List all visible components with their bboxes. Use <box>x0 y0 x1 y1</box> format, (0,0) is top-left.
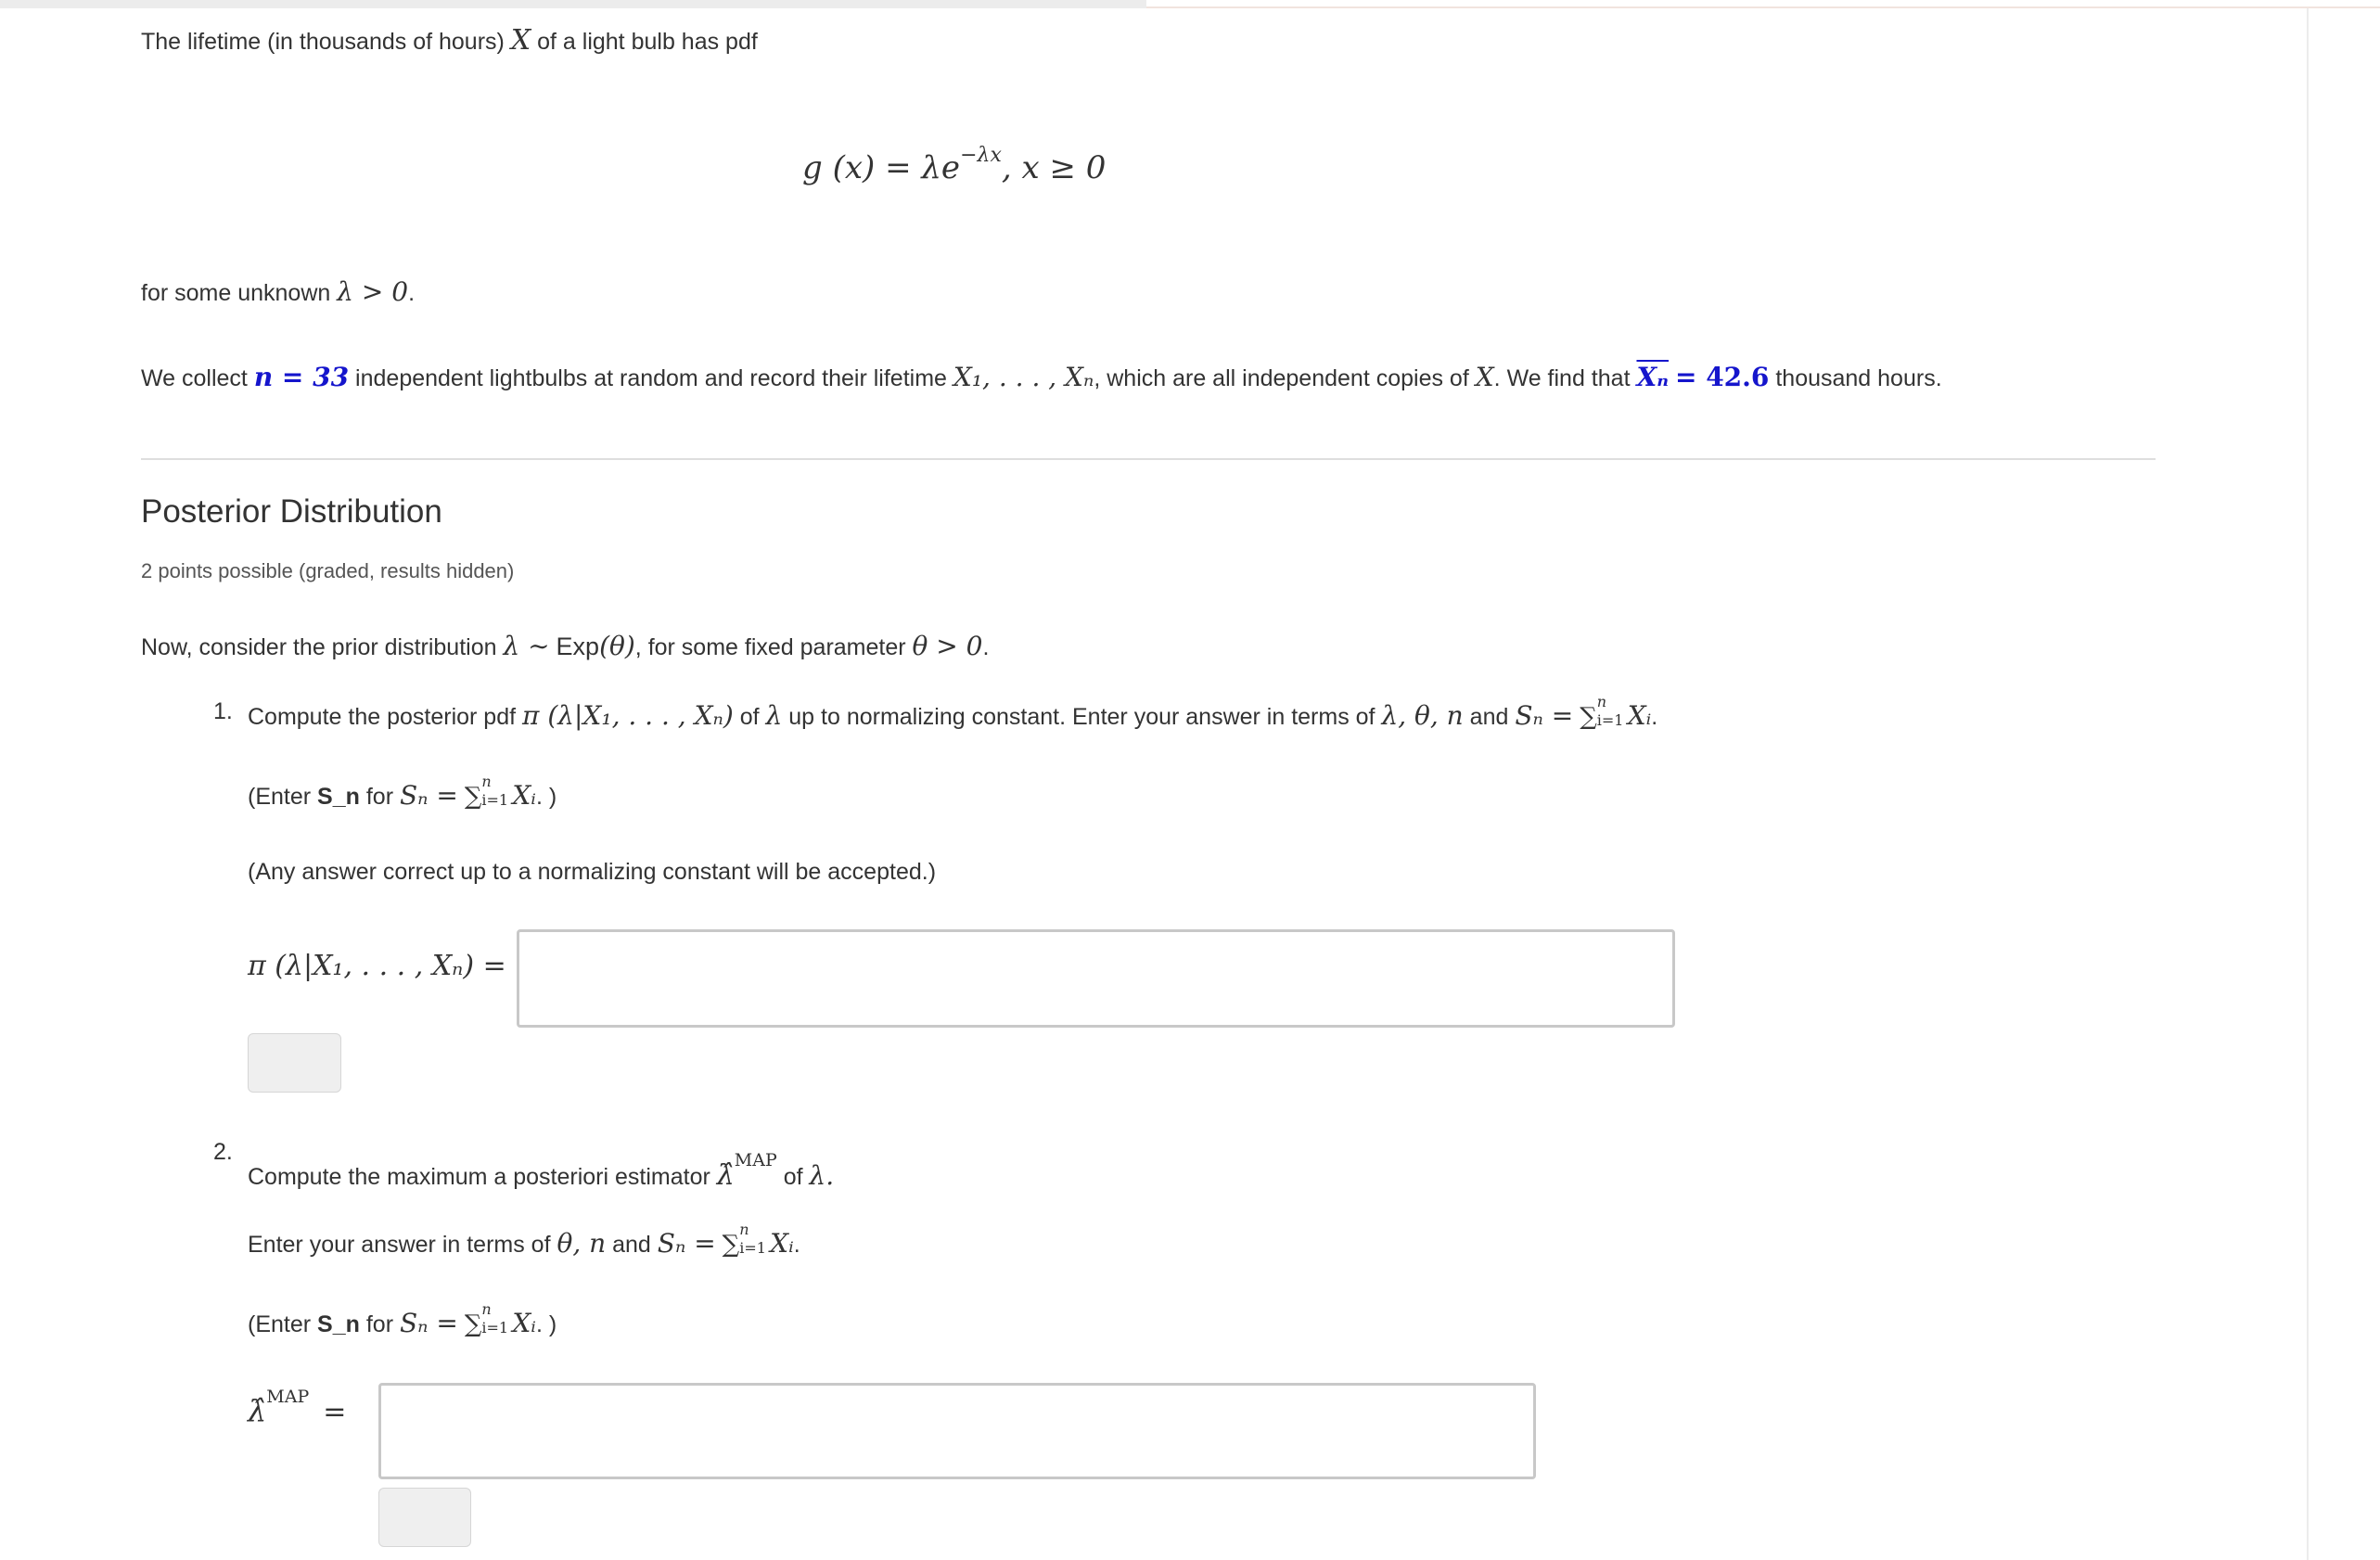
q1-text-e: . <box>1651 704 1658 730</box>
sample-mean: $\overline{X_n}$ <box>1636 362 1670 392</box>
q1-vars: λ, θ, n <box>1381 700 1464 731</box>
q1-text-d: and <box>1469 704 1509 730</box>
intro-line-3 <box>141 362 1942 392</box>
q1-xi: Xᵢ <box>1627 700 1652 731</box>
right-gutter-line <box>2307 8 2309 1560</box>
sample-size: n = 33 <box>253 362 350 392</box>
pdf-formula-exponent: −λx <box>960 144 1002 167</box>
pdf-formula-rhs: , x ≥ 0 <box>1001 149 1107 186</box>
q2-hint-sum-top: n <box>481 1300 492 1318</box>
q2-input-label <box>248 1387 346 1428</box>
var-x-2: X <box>1475 362 1494 392</box>
intro-line-2-prefix: for some unknown <box>141 280 331 306</box>
pdf-formula-lhs: g (x) = λe <box>802 149 961 186</box>
q2-sum-symbol: ∑ <box>722 1231 740 1259</box>
prior-statement <box>141 631 989 661</box>
intro-line-2 <box>141 276 415 307</box>
q2-hint <box>248 1300 557 1338</box>
question-2-number: 2. <box>213 1139 233 1165</box>
intro-line-2-suffix: . <box>408 280 416 306</box>
theta-positive: θ > 0 <box>912 631 983 661</box>
q2-hint-close: . ) <box>535 1311 557 1337</box>
prior-prefix: Now, consider the prior distribution <box>141 634 497 660</box>
q2-lambda-hat: λ̂ <box>716 1159 735 1192</box>
intro-line-3-d: . We find that <box>1493 365 1631 391</box>
sample-sequence: X₁, . . . , Xₙ <box>953 362 1094 392</box>
intro-line-3-e: thousand hours. <box>1775 365 1942 391</box>
section-title: Posterior Distribution <box>141 493 442 530</box>
q2-label-lambda-hat: λ̂ <box>248 1393 267 1428</box>
q2-map-superscript: MAP <box>734 1150 777 1170</box>
intro-line-1 <box>141 24 758 57</box>
q2-instruction <box>248 1221 800 1259</box>
q2-label-equals: = <box>323 1396 347 1428</box>
q1-hint-xi: Xᵢ <box>512 780 536 811</box>
q2-lambda: λ. <box>809 1160 835 1191</box>
q1-hint-sn: Sₙ = <box>400 780 458 811</box>
q1-text-b: of <box>739 704 760 730</box>
top-divider <box>1146 6 2380 8</box>
q2-answer-input[interactable] <box>378 1383 1536 1479</box>
q1-hint-sum-top: n <box>481 773 492 790</box>
q1-text-a: Compute the posterior pdf <box>248 704 517 730</box>
q2-sum-bottom: i=1 <box>739 1239 766 1257</box>
q2-text-a: Compute the maximum a posteriori estimator <box>248 1164 710 1190</box>
q1-hint <box>248 773 557 811</box>
q1-sum-bottom: i=1 <box>1596 711 1624 729</box>
q1-sum-limits <box>1596 693 1624 729</box>
q2-line2-a: Enter your answer in terms of <box>248 1232 551 1258</box>
q2-sn: Sₙ = <box>657 1228 716 1259</box>
q1-note: (Any answer correct up to a normalizing constant will be accepted.) <box>248 859 937 885</box>
points-possible: 2 points possible (graded, results hidden) <box>141 559 515 582</box>
q2-hint-xi: Xᵢ <box>512 1308 536 1338</box>
q1-hint-sum-limits <box>481 773 509 809</box>
q1-answer-input[interactable] <box>517 929 1675 1028</box>
intro-line-3-a: We collect <box>141 365 248 391</box>
q2-sum-limits <box>739 1221 766 1257</box>
q2-xi: Xᵢ <box>770 1228 794 1259</box>
prior-math-lambda: λ ∼ <box>503 631 550 661</box>
prior-exp-label: Exp <box>556 633 600 660</box>
q1-hint-open: (Enter <box>248 784 312 810</box>
sample-mean-value: = 42.6 <box>1674 362 1770 392</box>
pdf-formula <box>802 144 1106 186</box>
q1-hint-sum-bottom: i=1 <box>481 791 509 809</box>
intro-line-3-b: independent lightbulbs at random and record their lifetime <box>355 365 947 391</box>
q2-text-b: of <box>783 1164 803 1190</box>
q2-vars: θ, n <box>557 1228 607 1259</box>
q1-sum-symbol: ∑ <box>1580 703 1597 731</box>
q1-submit-button[interactable] <box>248 1033 341 1093</box>
prior-suffix: . <box>982 634 990 660</box>
q1-hint-bold: S_n <box>317 784 360 810</box>
q1-hint-sum: ∑ <box>464 783 482 811</box>
q2-hint-bold: S_n <box>317 1311 360 1337</box>
question-1-number: 1. <box>213 698 233 724</box>
section-divider <box>141 458 2156 460</box>
q2-label-map: MAP <box>266 1387 310 1407</box>
q2-hint-sum-bottom: i=1 <box>481 1319 509 1336</box>
q2-hint-for: for <box>365 1311 394 1337</box>
q1-sum-top: n <box>1596 693 1607 710</box>
lambda-positive: λ > 0 <box>337 276 409 307</box>
q2-line2-b: and <box>612 1232 651 1258</box>
q1-sn: Sₙ = <box>1515 700 1574 731</box>
prior-middle: , for some fixed parameter <box>634 634 906 660</box>
q2-hint-sum-limits <box>481 1300 509 1336</box>
intro-line-1-prefix: The lifetime (in thousands of hours) <box>141 29 505 55</box>
intro-line-3-c: , which are all independent copies of <box>1094 365 1469 391</box>
prior-math-theta: (θ) <box>599 631 635 661</box>
q1-lambda: λ <box>765 700 783 731</box>
question-2-text <box>248 1150 834 1192</box>
intro-line-1-suffix: of a light bulb has pdf <box>537 29 758 55</box>
q1-text-c: up to normalizing constant. Enter your answer in terms of <box>788 704 1376 730</box>
q2-sum-top: n <box>739 1221 749 1238</box>
q2-line2-end: . <box>793 1232 800 1258</box>
q1-input-label: π (λ|X₁, . . . , Xₙ) = <box>248 950 506 982</box>
top-progress-bar <box>0 0 1146 8</box>
q2-hint-open: (Enter <box>248 1311 312 1337</box>
q1-hint-close: . ) <box>535 784 557 810</box>
question-1-text <box>248 693 1658 731</box>
q1-hint-for: for <box>365 784 394 810</box>
q1-posterior-pdf: π (λ|X₁, . . . , Xₙ) <box>522 700 734 731</box>
q2-hint-sn: Sₙ = <box>400 1308 458 1338</box>
q2-hint-sum: ∑ <box>464 1311 482 1338</box>
var-x: X <box>510 24 531 57</box>
q2-submit-button[interactable] <box>378 1488 471 1547</box>
